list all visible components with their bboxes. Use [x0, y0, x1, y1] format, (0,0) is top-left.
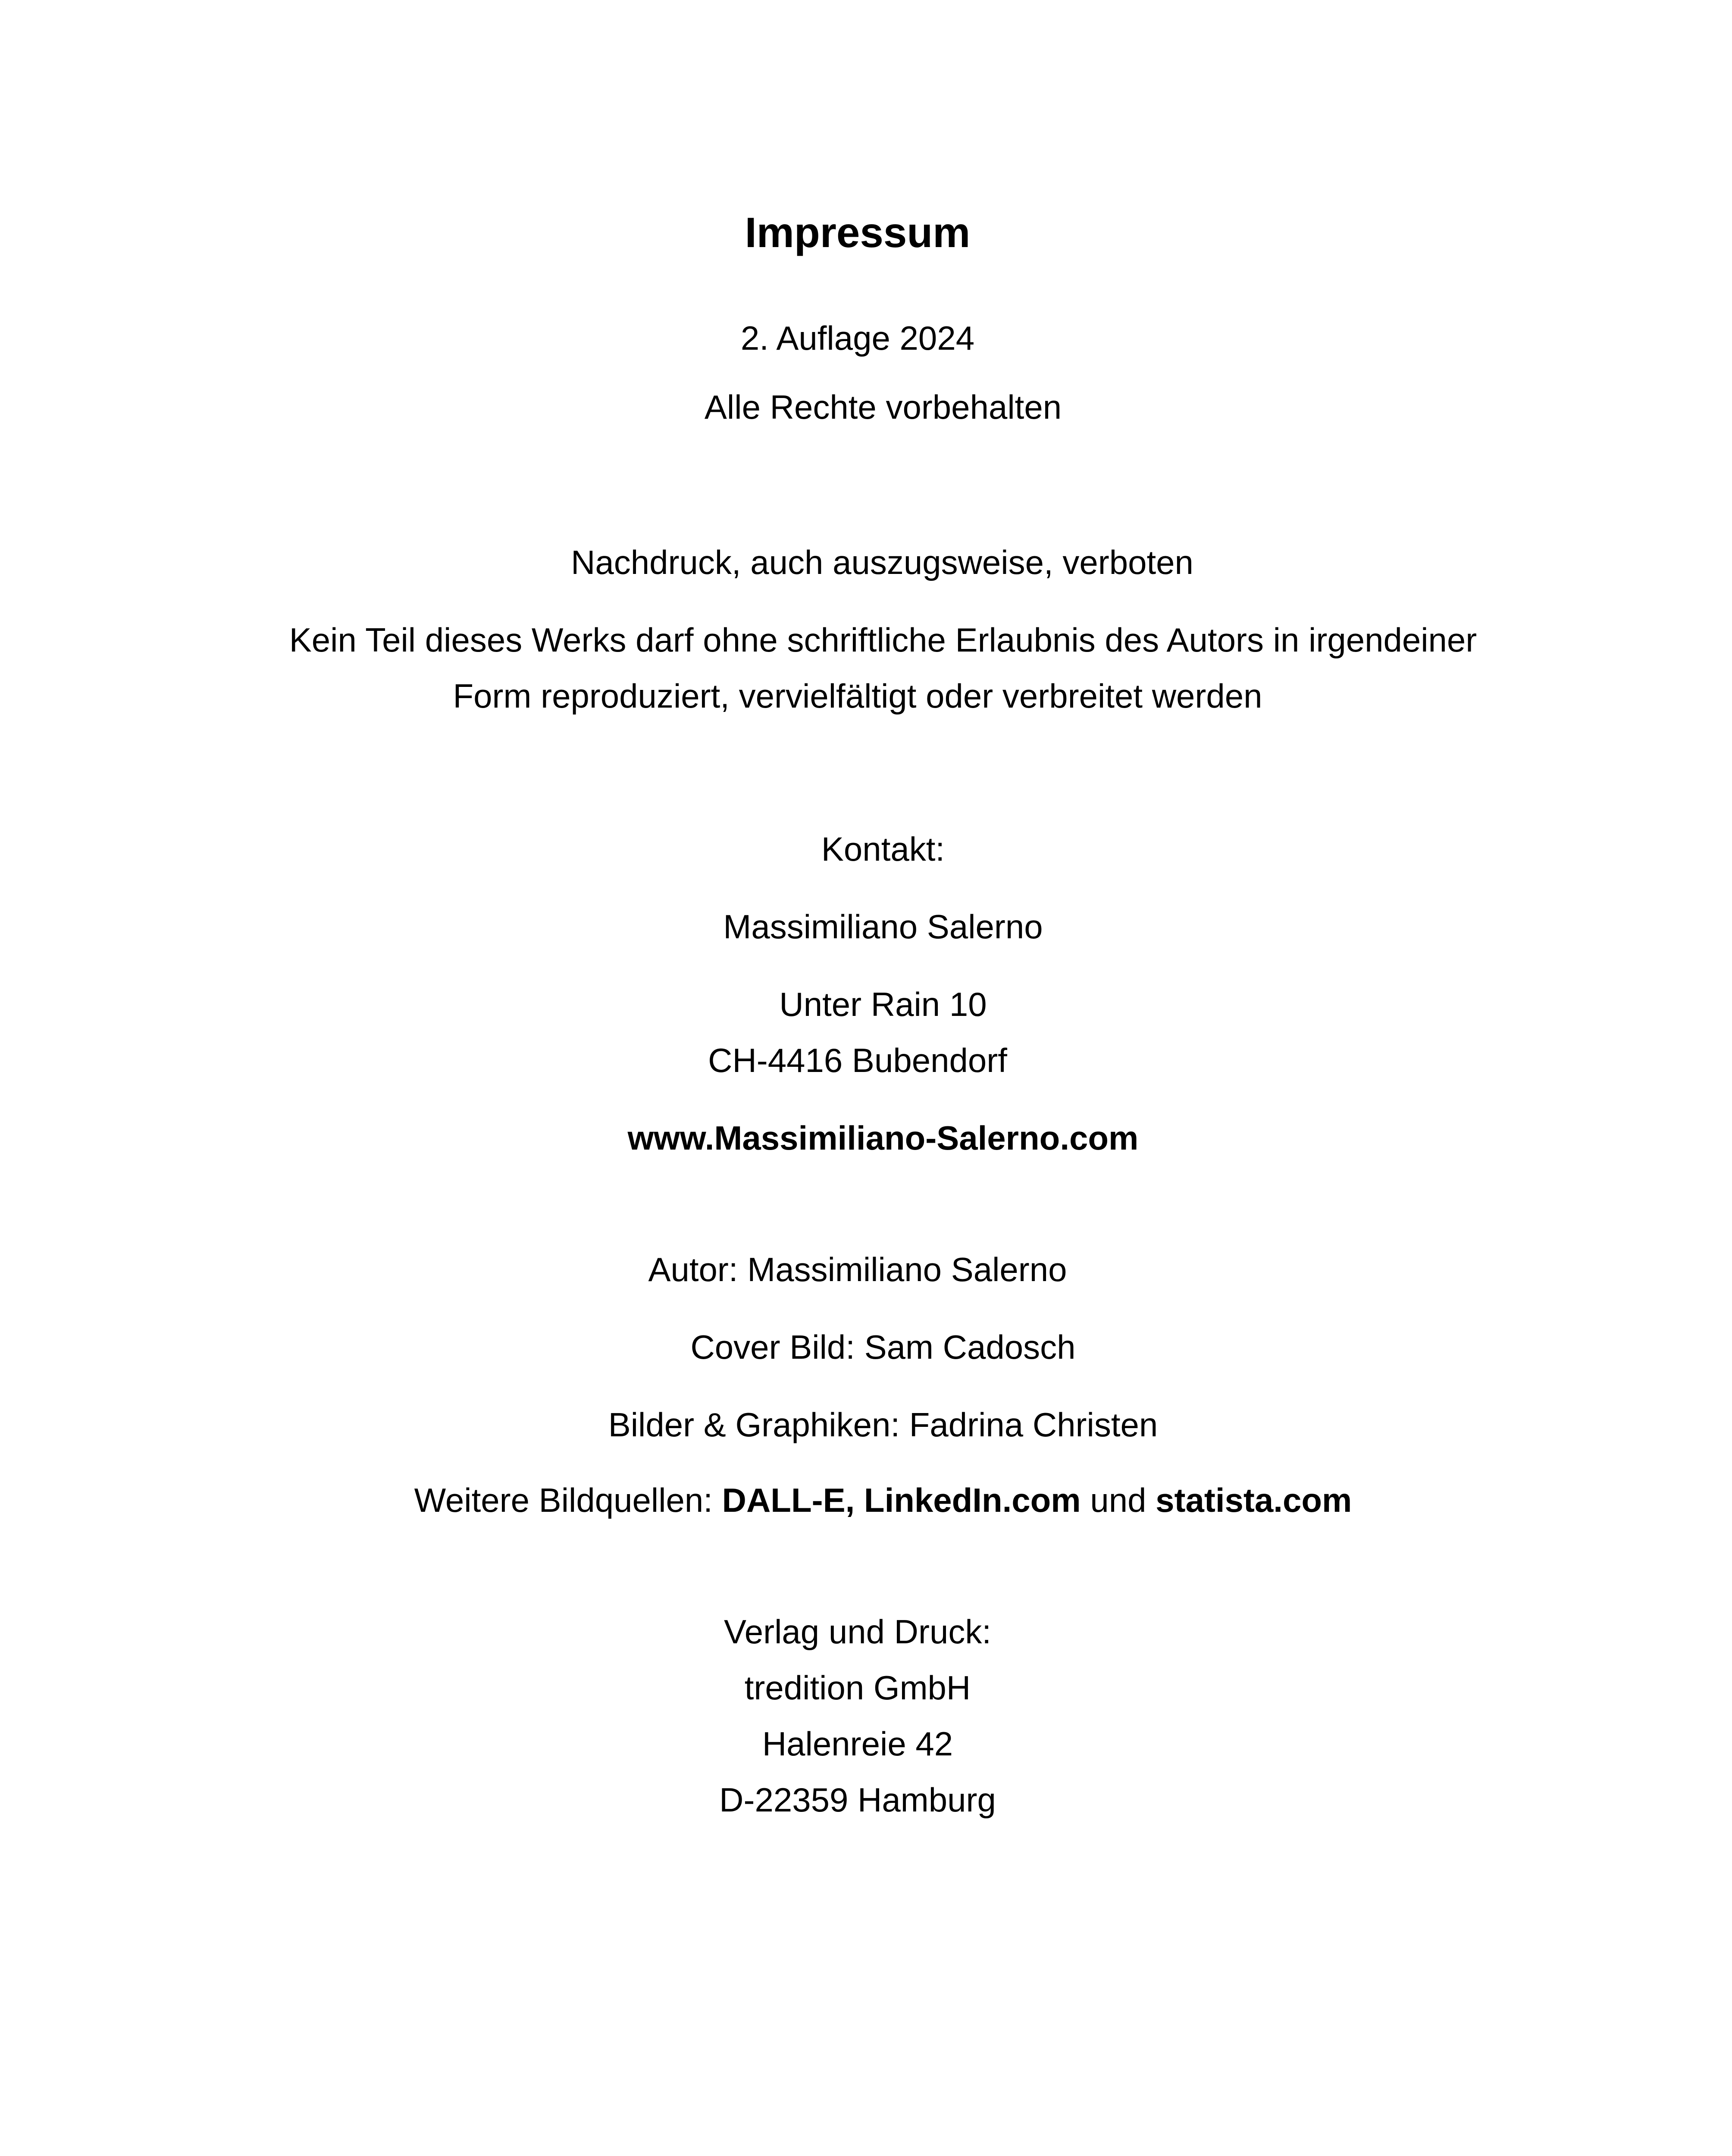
publisher-city: D-22359 Hamburg — [719, 1781, 996, 1819]
copyright-line-2: Form reproduziert, vervielfältigt oder verbreitet werden — [453, 677, 1262, 715]
image-sources-primary: DALL-E, LinkedIn.com — [722, 1481, 1081, 1519]
publisher-street: Halenreie 42 — [762, 1725, 953, 1763]
copyright-line-1: Kein Teil dieses Werks darf ohne schriftliche Erlaubnis des Autors in irgendeiner — [289, 621, 1477, 659]
rights-text: Alle Rechte vorbehalten — [704, 388, 1062, 426]
edition-text: 2. Auflage 2024 — [740, 319, 975, 357]
contact-street: Unter Rain 10 — [779, 985, 987, 1023]
reprint-notice: Nachdruck, auch auszugsweise, verboten — [571, 543, 1193, 581]
image-sources-prefix: Weitere Bildquellen: — [414, 1481, 722, 1519]
author-credit: Autor: Massimiliano Salerno — [648, 1250, 1067, 1288]
publisher-label: Verlag und Druck: — [723, 1613, 992, 1651]
contact-city: CH-4416 Bubendorf — [708, 1041, 1007, 1079]
image-sources — [414, 1483, 1352, 1517]
image-sources-secondary: statista.com — [1156, 1481, 1352, 1519]
cover-credit: Cover Bild: Sam Cadosch — [690, 1328, 1076, 1366]
publisher-name: tredition GmbH — [744, 1669, 971, 1707]
image-sources-connector: und — [1081, 1481, 1156, 1519]
contact-label: Kontakt: — [821, 830, 945, 868]
page-title: Impressum — [745, 209, 971, 256]
images-credit: Bilder & Graphiken: Fadrina Christen — [608, 1406, 1158, 1444]
contact-name: Massimiliano Salerno — [723, 908, 1043, 946]
website-link[interactable]: www.Massimiliano-Salerno.com — [627, 1119, 1139, 1157]
